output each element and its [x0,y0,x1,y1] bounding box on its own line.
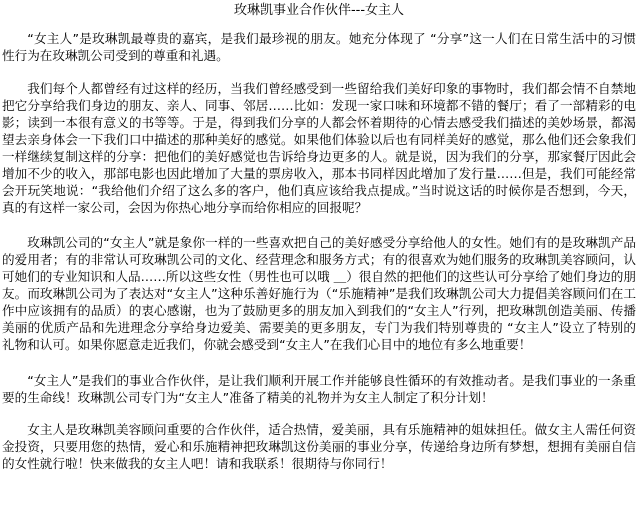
paragraph-invitation: 女主人是玫琳凯美容顾问重要的合作伙伴，适合热情，爱美丽，具有乐施精神的姐妹担任。做女主人需任何资金投资，只要用您的热情，爱心和乐施精神把玫琳凯这份美丽的事业分享，传递给身边所有梦想，想拥有美丽自信的女性就行啦！快来做我的女主人吧！请和我联系！很期待与你同行！ [2,422,636,471]
paragraph-sharing-experience: 我们每个人都曾经有过这样的经历，当我们曾经感受到一些留给我们美好印象的事物时，我们都会情不自禁地把它分享给我们身边的朋友、亲人、同事、邻居……比如：发现一家口味和环境都不错的餐厅；看了一部精彩的电影；读到一本很有意义的书等等。于是，得到我们分享的人都会怀着期待的心情去感受我们描述的美妙场景，都渴望去亲身体会一下我们口中描述的那种美好的感觉。如果他们体验以后也有同样美好的感觉，那么他们还会象我们一样继续复制这样的分享：把他们的美好感觉也告诉给身边更多的人。就是说，因为我们的分享，那家餐厅因此会增加不少的收入，那部电影也因此增加了大量的票房收入，那本书同样因此增加了发行量……但是，我们可能经常会开玩笑地说：“我给他们介绍了这么多的客户，他们真应该给我点提成。”当时说这话的时候你是否想到，今天，真的有这样一家公司，会因为你热心地分享而给你相应的回报呢？ [2,81,636,215]
paragraph-hostess-description: 玫琳凯公司的“女主人”就是象你一样的一些喜欢把自己的美好感受分享给他人的女性。她们有的是玫琳凯产品的爱用者；有的非常认可玫琳凯公司的文化、经营理念和服务方式；有的很喜欢为她们服务的玫琳凯美容顾问，认可她们的专业知识和人品……所以这些女性（男性也可以哦 ＿）很自然的把他们的这些认可分享给了她们身边的朋友。而玫琳凯公司为了表达对“女主人”这种乐善好施行为（“乐施精神”是我们玫琳凯公司大力提倡美容顾问们在工作中应该拥有的品质）的衷心感谢，也为了鼓励更多的朋友加入到我们的“女主人”行列，把玫琳凯创造美丽、传播美丽的优质产品和先进理念分享给身边爱美、需要美的更多朋友，专门为我们特别尊贵的 “女主人”设立了特别的礼物和认可。如果你愿意走近我们，你就会感受到“女主人”在我们心目中的地位有多么地重要！ [2,235,636,352]
paragraph-business-partner: “女主人”是我们的事业合作伙伴，是让我们顺利开展工作并能够良性循环的有效推动者。是我们事业的一条重要的生命线！玫琳凯公司专门为“女主人”准备了精美的礼物并为女主人制定了积分计划！ [2,373,636,405]
paragraph-intro: “女主人”是玫琳凯最尊贵的嘉宾，是我们最珍视的朋友。她充分体现了 “分享”这一人们在日常生活中的习惯性行为在玫琳凯公司受到的尊重和礼遇。 [2,31,636,63]
document-title: 玫琳凯事业合作伙伴---女主人 [233,3,405,18]
